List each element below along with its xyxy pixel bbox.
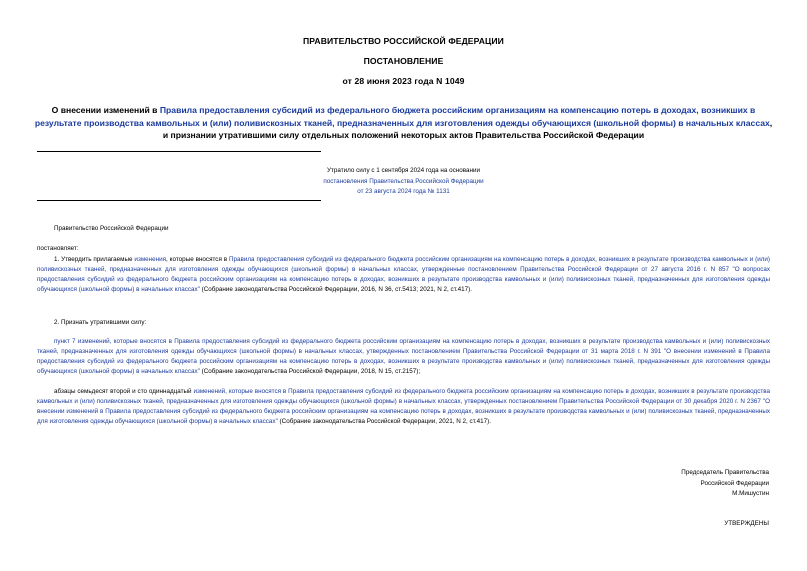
paragraph-3 [37,337,770,377]
p1-text-b: , которые вносятся в [166,256,229,263]
title-prefix: О внесении изменений в [51,105,160,115]
paragraph-2: 2. Признать утратившими силу: [54,319,147,326]
doc-date: от 28 июня 2023 года N 1049 [342,76,465,86]
signature-block [569,468,769,500]
p1-text-a: 1. Утвердить прилагаемые [54,256,135,263]
approved-label: УТВЕРЖДЕНЫ [724,520,769,527]
paragraph-4 [37,387,770,427]
p3-text-c: (Собрание законодательства Российской Федерации, 2018, N 15, ст.2157); [199,368,421,375]
title-suffix: , и признании утратившими силу отдельных положений некоторых актов Правительства Российской Федерации [162,117,773,140]
lost-force-link-2[interactable]: от 23 августа 2024 года № 1131 [357,188,450,196]
divider-top [37,151,321,152]
title-rules-link[interactable]: Правила предоставления субсидий из федерального бюджета российским организациям на компенсацию потерь в доходах, возникших в результате производства камвольных и (или) поливискозных тканей, предназначенных для изготовления одежды обучающихся (школьной формы) в начальных классах [34,105,770,128]
signature-line-2: Российской Федерации [700,479,769,487]
signature-name: М.Мишустин [732,490,769,498]
decides-text: постановляет: [37,245,79,252]
divider-bottom [37,200,321,201]
lost-force-link-1[interactable]: постановления Правительства Российской Федерации [323,177,484,185]
lost-force-note [250,166,557,198]
p4-text-a: абзацы семьдесят второй и сто одиннадцатый [54,388,194,395]
p1-text-c: (Собрание законодательства Российской Федерации, 2016, N 36, ст.5413; 2021, N 2, ст.417). [199,286,472,293]
p4-text-c: (Собрание законодательства Российской Федерации, 2021, N 2, ст.417). [277,418,491,425]
p1-link-rules[interactable]: Правила предоставления субсидий из федерального бюджета российским организациям на компенсацию потерь в доходах, возникших в результате производства камвольных и (или) поливискозных тканей, предназначенных для изготовления одежды обучающихся (школьной формы) в начальных классах, утвержденные постановлением Правительства Российской Федерации от 27 августа 2016 г. N 857 "О вопросах предоставления субсидий из федерального бюджета российским организациям на компенсацию потерь в доходах, возникших в результате производства камвольных и (или) поливискозных тканей, предназначенных для изготовления одежды обучающихся (школьной формы) в начальных классах" [37,256,771,293]
p3-link[interactable]: пункт 7 изменений, которые вносятся в Правила предоставления субсидий из федерального бюджета российским организациям на компенсацию потерь в доходах, возникших в результате производства камвольных и (или) поливискозных тканей, предназначенных для изготовления одежды обучающихся (школьной формы) в начальных классах, утвержденных постановлением Правительства Российской Федерации от 31 марта 2018 г. N 391 "О внесении изменений в Правила предоставления субсидий из федерального бюджета российским организациям на компенсацию потерь в доходах, возникших в результате производства камвольных и (или) поливискозных тканей, предназначенных для изготовления одежды обучающихся (школьной формы) в начальных классах" [37,338,770,375]
p1-link-changes[interactable]: изменения [134,256,167,263]
gov-name: Правительство Российской Федерации [54,225,169,232]
doc-type: ПОСТАНОВЛЕНИЕ [363,56,444,66]
signature-line-1: Председатель Правительства [681,469,769,476]
p4-link[interactable]: изменений, которые вносятся в Правила предоставления субсидий из федерального бюджета российским организациям на компенсацию потерь в доходах, возникших в результате производства камвольных и (или) поливискозных тканей, предназначенных для изготовления одежды обучающихся (школьной формы) в начальных классах, утвержденных постановлением Правительства Российской Федерации от 30 декабря 2020 г. N 2367 "О внесении изменений в Правила предоставления субсидий из федерального бюджета российским организациям на компенсацию потерь в доходах, возникших в результате производства камвольных и (или) поливискозных тканей, предназначенных для изготовления одежды обучающихся (школьной формы) в начальных классах" [37,388,771,425]
lost-force-text: Утратило силу с 1 сентября 2024 года на основании [326,167,480,174]
doc-title [32,104,775,142]
gov-header: ПРАВИТЕЛЬСТВО РОССИЙСКОЙ ФЕДЕРАЦИИ [303,36,504,46]
paragraph-1 [37,255,770,295]
